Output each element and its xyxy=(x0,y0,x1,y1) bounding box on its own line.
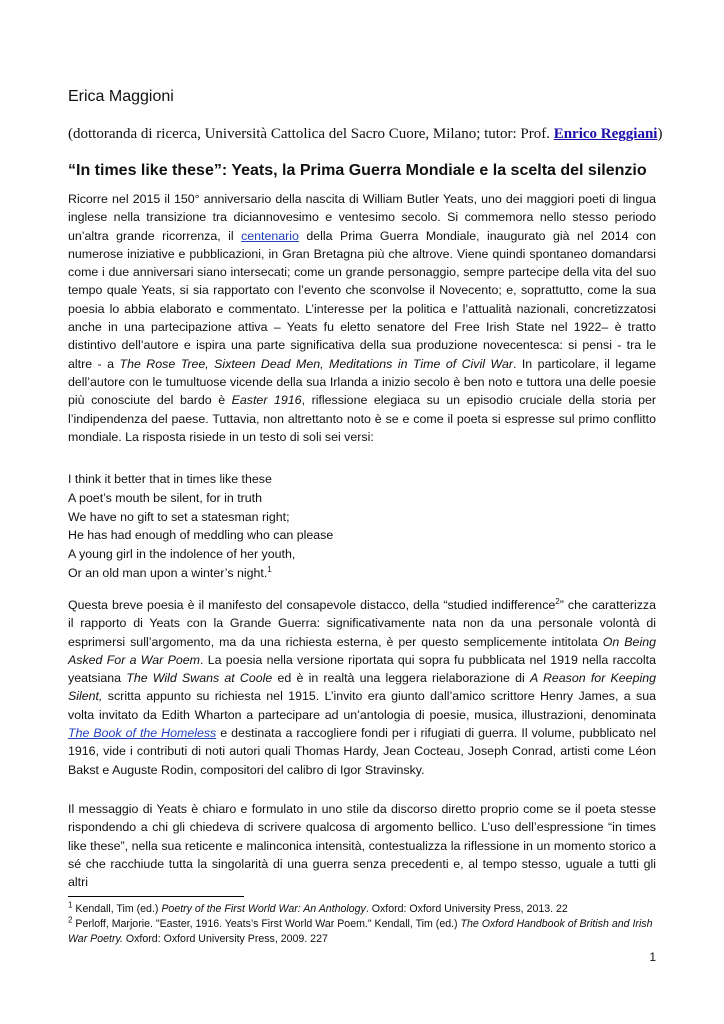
paragraph-3: Il messaggio di Yeats è chiaro e formulato in uno stile da discorso diretto proprio come se il poeta stesse rispondendo a chi gli chiedeva di scrivere qualcosa di argomento bellico. L’uso dell’espressione “in times like these”, nella sua reticente e malinconica intensità, contestualizza la riflessione in un momento storico a sé che racchiude tutta la singolarità di una guerra senza precedenti e, al tempo stesso, uguale a tutti gli altri xyxy=(68,802,656,890)
paragraph-1: Ricorre nel 2015 il 150° anniversario della nascita di William Butler Yeats, uno dei maggiori poeti di lingua inglese nella transizione tra diciannovesimo e ventesimo secolo. Si commemora nello stesso periodo un’altra grande ricorrenza, il centenario della Prima Guerra Mondiale, inaugurato già nel 2014 con numerose iniziative e pubblicazioni, in Gran Bretagna più che altrove. Viene quindi spontaneo domandarsi come i due anniversari siano intersecati; come un grande personaggio, sempre partecipe della vita del suo tempo quale Yeats, si sia rapportato con l’evento che sconvolse il Novecento; e, soprattutto, come la sua poesia lo abbia elaborato e commentato. L’interesse per la politica e l’attualità nazionali, concretizzatosi anche in una partecipazione attiva – Yeats fu eletto senatore del Free Irish State nel 1922– è tratto distintivo dell’autore e ispira una parte significativa della sua produzione novecentesca: si pensi - tra le altre - a The Rose Tree, Sixteen Dead Men, Meditations in Time of Civil War. In particolare, il legame dell’autore con le tumultuose vicende della sua Irlanda a inizio secolo è ben noto e tuttora una delle poesie più conosciute del bardo è Easter 1916, riflessione elegiaca su un episodio cruciale della storia per l’indipendenza del paese. Tuttavia, non altrettanto noto è se e come il poeta si espresse sul primo conflitto mondiale. La risposta risiede in un testo di soli sei versi: xyxy=(68,192,657,444)
poem-title-italic: On Being Asked For a War Poem xyxy=(68,634,656,667)
page-number: 1 xyxy=(649,950,656,964)
paragraph-2: Questa breve poesia è il manifesto del consapevole distacco, della “studied indifference$^2$” che caratterizza il rapporto di Yeats con la Grande Guerra: significativamente nata non da una personale volontà di esprimersi sull’argomento, ma da una richiesta esterna, è per questo semplicemente intitolata On Being Asked For a War Poem. La poesia nella versione riportata qui sopra fu pubblicata nel 1919 nella raccolta yeatsiana The Wild Swans at Coole ed è in realtà una leggera rielaborazione di A Reason for Keeping Silent, scritta appunto su richiesta nel 1915. L’invito era giunto dall’amico scrittore Henry James, a sua volta invitato da Edith Wharton a partecipare ad un’antologia di poesie, musica, illustrazioni, denominata The Book of the Homeless e destinata a raccogliere fondi per i rifugiati di guerra. Il volume, pubblicato nel 1916, vide i contributi di noti autori quali Thomas Hardy, Jean Cocteau, Joseph Conrad, artisti come Léon Bakst e Auguste Rodin, compositori del calibro di Igor Stravinsky. xyxy=(68,596,657,777)
footnote-separator xyxy=(68,896,244,897)
poem-line: We have no gift to set a statesman right; xyxy=(68,509,290,524)
poem-line: He has had enough of meddling who can please xyxy=(68,528,334,543)
poem-block xyxy=(68,470,333,583)
article-title: “In times like these”: Yeats, la Prima Guerra Mondiale e la scelta del silenzio xyxy=(68,162,647,179)
reason-title-italic: A Reason for Keeping Silent, xyxy=(68,671,656,704)
affiliation-text: (dottoranda di ricerca, Università Cattolica del Sacro Cuore, Milano; tutor: Prof. xyxy=(68,126,554,142)
tutor-link[interactable]: Enrico Reggiani xyxy=(553,126,658,142)
footnote-2: $^2$ Perloff, Marjorie. "Easter, 1916. Yeats’s First World War Poem." Kendall, Tim (ed.) The Oxford Handbook of British and Irish War Poetry. Oxford: Oxford University Press, 2009. 227 xyxy=(68,915,653,945)
easter-1916-italic: Easter 1916 xyxy=(231,393,302,408)
footnote-1: $^1$ Kendall, Tim (ed.) Poetry of the First World War: An Anthology. Oxford: Oxford University Press, 2013. 22 xyxy=(68,900,568,915)
author-name: Erica Maggioni xyxy=(68,88,174,105)
poem-line: I think it better that in times like these xyxy=(68,472,272,486)
poem-line: A poet’s mouth be silent, for in truth xyxy=(68,490,263,505)
poem-line: Or an old man upon a winter’s night. xyxy=(68,565,268,580)
collection-title-italic: The Wild Swans at Coole xyxy=(126,671,273,686)
book-of-the-homeless-link[interactable]: The Book of the Homeless xyxy=(68,726,217,741)
footnote-ref-1: 1 xyxy=(267,564,272,574)
centenario-link[interactable]: centenario xyxy=(241,228,299,243)
works-italic: The Rose Tree, Sixteen Dead Men, Meditations in Time of Civil War xyxy=(119,356,513,371)
affiliation-close: ) xyxy=(657,126,663,142)
affiliation-line xyxy=(68,126,662,143)
poem-line: A young girl in the indolence of her youth, xyxy=(68,547,296,562)
footnote-ref-2: 2 xyxy=(555,596,560,606)
